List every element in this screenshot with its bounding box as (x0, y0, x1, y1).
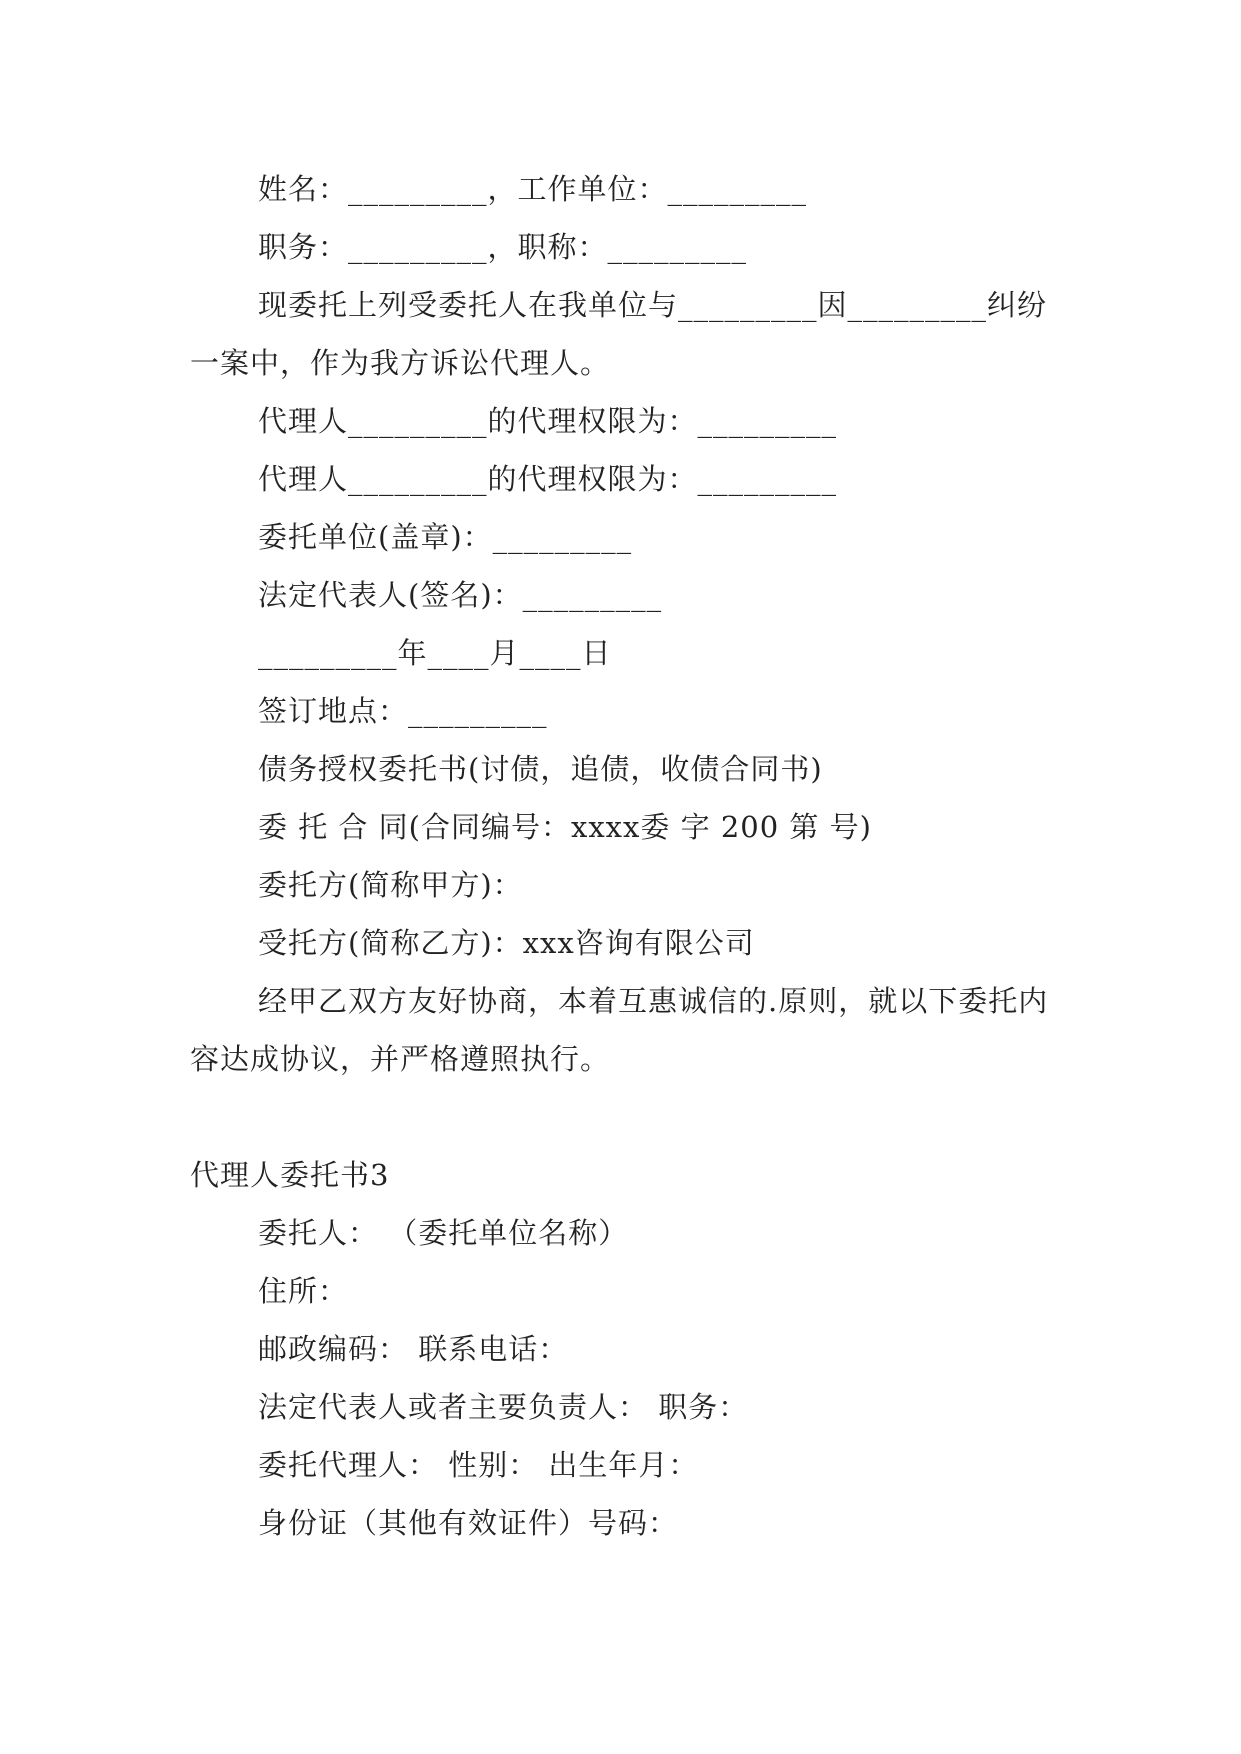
postal-phone-line: 邮政编码： 联系电话： (258, 1332, 569, 1366)
section-spacer (190, 1088, 1050, 1146)
agent-gender-birth-line: 委托代理人： 性别： 出生年月： (258, 1448, 699, 1482)
party-a-line: 委托方(简称甲方)： (258, 868, 523, 902)
legal-rep-position-line: 法定代表人或者主要负责人： 职务： (258, 1390, 749, 1424)
agent-authority-line-2: 代理人_________的代理权限为：_________ (258, 462, 838, 496)
contract-number-line: 委 托 合 同(合同编号：xxxx委 字 200 第 号) (258, 810, 872, 844)
name-workplace-line: 姓名：_________，工作单位：_________ (258, 172, 808, 206)
agreement-statement: 经甲乙双方友好协商，本着互惠诚信的.原则，就以下委托内容达成协议，并严格遵照执行。 (190, 984, 1049, 1076)
party-b-line: 受托方(简称乙方)：xxx咨询有限公司 (258, 926, 755, 960)
position-title-line: 职务：_________，职称：_________ (258, 230, 748, 264)
agent-authority-line-1: 代理人_________的代理权限为：_________ (258, 404, 838, 438)
date-line: _________年____月____日 (258, 636, 612, 670)
principal-line: 委托人： （委托单位名称） (258, 1216, 629, 1250)
id-number-line: 身份证（其他有效证件）号码： (258, 1506, 679, 1540)
section-heading: 代理人委托书3 (190, 1158, 390, 1192)
signing-place-line: 签订地点：_________ (258, 694, 548, 728)
entrusting-unit-seal-line: 委托单位(盖章)：_________ (258, 520, 633, 554)
debt-authorization-title: 债务授权委托书(讨债，追债，收债合同书) (258, 752, 823, 786)
document-body (190, 160, 1050, 1552)
legal-representative-signature-line: 法定代表人(签名)：_________ (258, 578, 663, 612)
entrustment-statement: 现委托上列受委托人在我单位与_________因_________纠纷一案中，作为我方诉讼代理人。 (190, 288, 1048, 380)
address-line: 住所： (258, 1274, 349, 1308)
